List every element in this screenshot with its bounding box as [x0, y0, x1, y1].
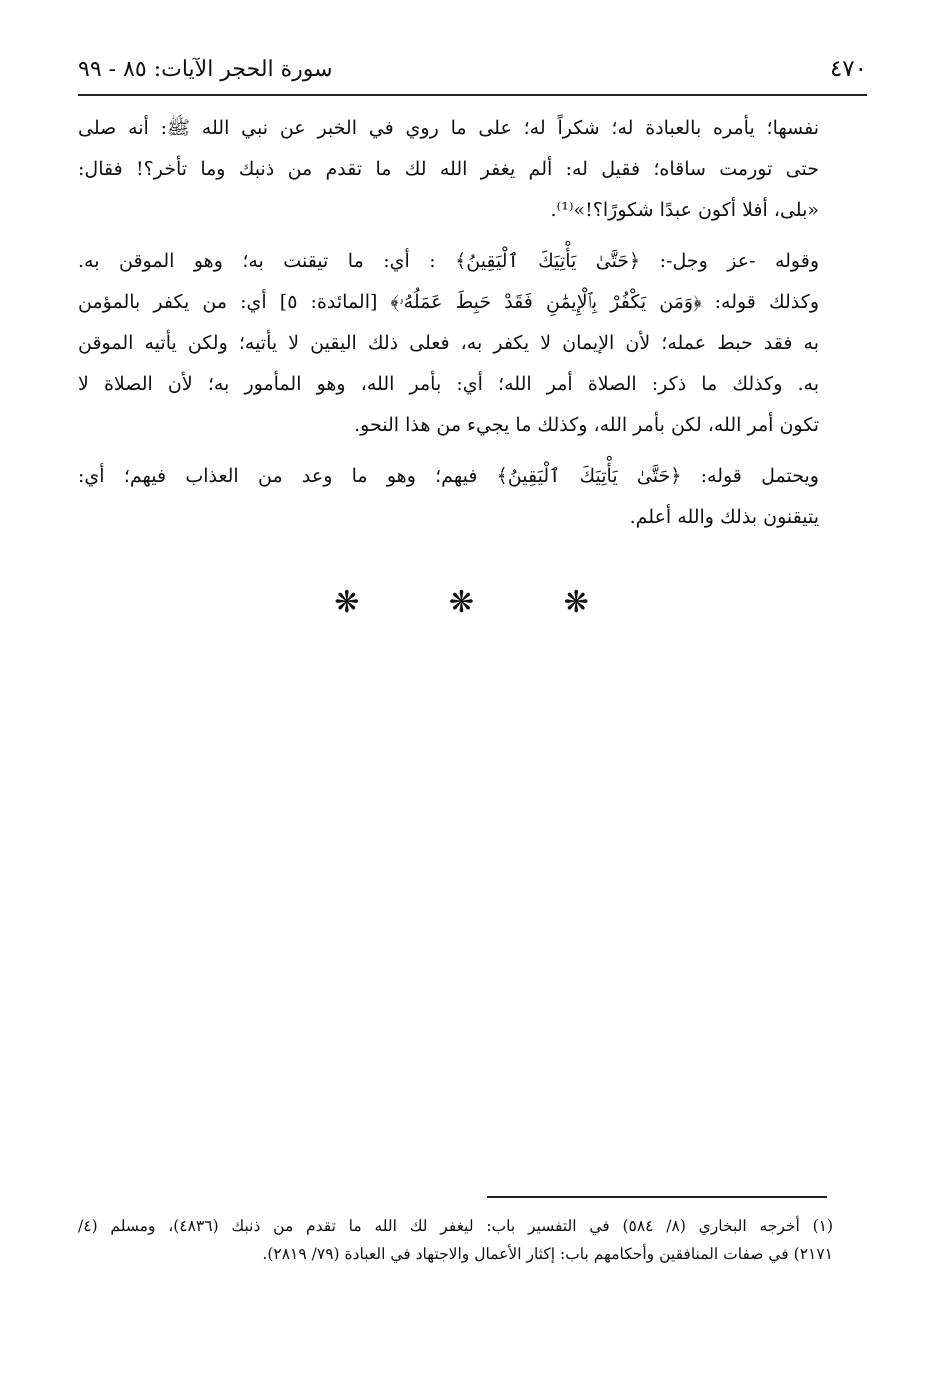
text-line: وقوله -عز وجل-: ﴿حَتَّىٰ يَأْتِيَكَ ٱلْيَقِينُ﴾ : أي: ما تيقنت به؛ وهو الموقن به.: [78, 250, 819, 272]
text-line: ويحتمل قوله: ﴿حَتَّىٰ يَأْتِيَكَ ٱلْيَقِينُ﴾ فيهم؛ وهو ما وعد من العذاب فيهم؛ أي:: [78, 465, 819, 487]
text-line: به. وكذلك ما ذكر: الصلاة أمر الله؛ أي: بأمر الله، وهو المأمور به؛ لأن الصلاة لا: [78, 373, 819, 395]
footnote-line: ٢١٧١) في صفات المنافقين وأحكامهم باب: إكثار الأعمال والاجتهاد في العبادة (٧٩/ ٢٨١٩).: [262, 1245, 833, 1263]
page-header: [78, 56, 867, 90]
footnote-rule: [487, 1196, 827, 1198]
asterism-icon: ❋: [448, 585, 497, 620]
text-line: وكذلك قوله: ﴿وَمَن يَكْفُرْ بِٱلْإِيمَٰنِ فَقَدْ حَبِطَ عَمَلُهُۥ﴾ [المائدة: ٥] أي: من يكفر بالمؤمن: [78, 291, 819, 313]
text-line: «بلى، أفلا أكون عبدًا شكورًا؟!»⁽¹⁾.: [550, 199, 819, 221]
footnotes: [78, 1212, 833, 1268]
section-divider-ornament: [0, 585, 945, 620]
paragraph-1: [78, 108, 819, 231]
page-number: ٤٧٠: [829, 56, 867, 82]
main-text: [78, 108, 819, 548]
footnote-line: (١) أخرجه البخاري (٨/ ٥٨٤) في التفسير باب: ليغفر لك الله ما تقدم من ذنبك (٤٨٣٦)، ومسلم (٤/: [78, 1217, 834, 1235]
running-title: سورة الحجر الآيات: ٨٥ - ٩٩: [78, 57, 333, 82]
paragraph-2: [78, 241, 819, 446]
header-rule: [78, 94, 867, 96]
text-line: تكون أمر الله، لكن بأمر الله، وكذلك ما يجيء من هذا النحو.: [354, 414, 819, 436]
text-line: يتيقنون بذلك والله أعلم.: [629, 506, 819, 528]
text-line: حتى تورمت ساقاه؛ فقيل له: ألم يغفر الله لك ما تقدم من ذنبك وما تأخر؟! فقال:: [78, 158, 819, 180]
text-line: نفسها؛ يأمره بالعبادة له؛ شكراً له؛ على ما روي في الخبر عن نبي الله ﷺ: أنه صلى: [78, 117, 819, 139]
paragraph-3: [78, 456, 819, 538]
asterism-icon: ❋: [334, 585, 382, 620]
asterism-icon: ❋: [563, 585, 611, 620]
text-line: به فقد حبط عمله؛ لأن الإيمان لا يكفر به، فعلى ذلك اليقين لا يأتيه؛ ولكن يأتيه الموقن: [78, 332, 819, 354]
